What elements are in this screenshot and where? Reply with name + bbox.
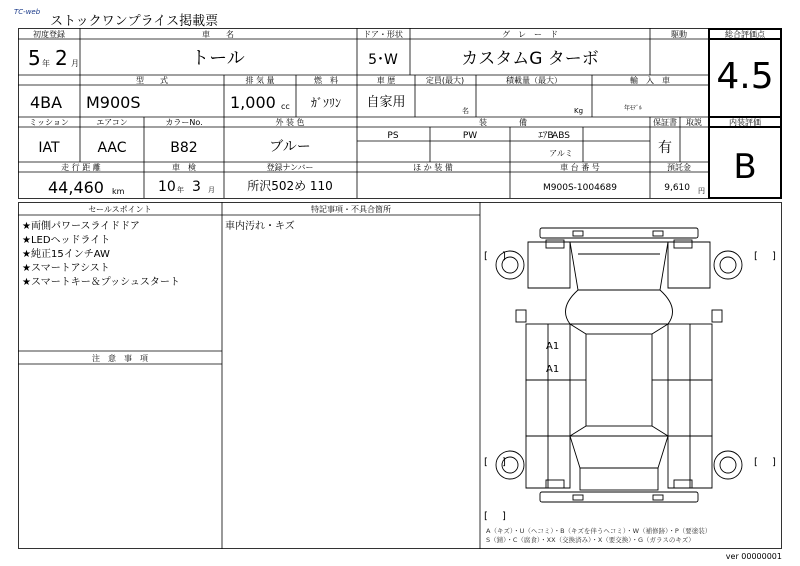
equip-ps: PS bbox=[387, 131, 399, 141]
bracket-close: ] bbox=[772, 251, 776, 262]
label-capacity: 定員(最大) bbox=[425, 76, 465, 85]
displacement: 1,000 bbox=[230, 93, 276, 112]
grade: カスタムG ターボ bbox=[461, 49, 599, 69]
label-drive: 駆動 bbox=[671, 30, 687, 39]
door-type: 5･W bbox=[368, 52, 398, 68]
interior-score: B bbox=[733, 147, 757, 187]
warranty: 有 bbox=[658, 140, 672, 156]
label-load: 積載量（最大） bbox=[506, 76, 562, 85]
label-grade: グ レ ー ド bbox=[502, 30, 558, 39]
label-import: 輸 入 車 bbox=[630, 76, 670, 85]
inspection-month: 3 bbox=[192, 179, 201, 195]
model-type-prefix: 4BA bbox=[30, 93, 63, 112]
version-label: ver 00000001 bbox=[725, 552, 782, 561]
sales-point-item: ★LEDヘッドライト bbox=[22, 235, 111, 246]
chassis-no: M900S-1004689 bbox=[543, 183, 617, 193]
history: 自家用 bbox=[366, 95, 406, 110]
overall-score: 4.5 bbox=[716, 56, 774, 97]
plate: 所沢502め 110 bbox=[247, 179, 333, 193]
unit-person: 名 bbox=[462, 107, 469, 115]
label-model-type: 型 式 bbox=[136, 76, 168, 85]
bracket-open: [ bbox=[754, 251, 758, 262]
label-other-equipment: ほ か 装 備 bbox=[413, 163, 453, 172]
unit-year: 年 bbox=[42, 59, 50, 68]
first-reg-month: 2 bbox=[55, 46, 68, 70]
label-manual: 取説 bbox=[686, 118, 702, 127]
label-interior-score: 内装評価 bbox=[729, 118, 761, 127]
bracket-open: [ bbox=[484, 511, 488, 522]
label-car-name: 車 名 bbox=[202, 30, 234, 39]
bracket-close: ] bbox=[502, 511, 506, 522]
equip-ab: ｴｱB bbox=[538, 131, 554, 141]
unit-model-year: 年ﾓﾃﾞﾙ bbox=[624, 105, 643, 112]
label-remarks: 特記事項・不具合箇所 bbox=[311, 205, 391, 214]
unit-month: 月 bbox=[71, 59, 79, 68]
damage-mark: A1 bbox=[546, 341, 560, 352]
recycle: 9,610 bbox=[664, 183, 690, 193]
inspection-sheet bbox=[18, 28, 782, 549]
sales-point-item: ★スマートキー＆プッシュスタート bbox=[22, 277, 180, 288]
legend-line: A（キズ）・U（ヘコミ）・B（キズを伴うヘコミ）・W（補修跡）・P（要塗装） bbox=[486, 527, 712, 535]
aircon: AAC bbox=[97, 140, 127, 156]
bracket-open: [ bbox=[484, 457, 488, 468]
label-overall-score: 総合評価点 bbox=[725, 30, 765, 39]
label-plate: 登録ナンバー bbox=[266, 163, 314, 172]
fuel: ｶﾞｿﾘﾝ bbox=[310, 96, 342, 110]
label-aircon: エアコン bbox=[96, 118, 128, 127]
unit-month-2: 月 bbox=[208, 186, 215, 194]
label-warranty: 保証書 bbox=[653, 118, 677, 127]
label-first-reg: 初度登録 bbox=[33, 30, 65, 39]
sales-point-item: ★純正15インチAW bbox=[22, 249, 110, 260]
label-mileage: 走 行 距 離 bbox=[61, 163, 101, 172]
unit-yen: 円 bbox=[698, 187, 705, 195]
label-recycle: 預託金 bbox=[667, 163, 691, 172]
unit-cc: cc bbox=[281, 102, 290, 111]
mission: IAT bbox=[38, 140, 60, 156]
car-damage-diagram bbox=[496, 228, 742, 502]
car-name: トール bbox=[191, 48, 245, 69]
label-mission: ミッション bbox=[29, 118, 69, 127]
bracket-close: ] bbox=[502, 457, 506, 468]
label-displacement: 排 気 量 bbox=[245, 76, 275, 85]
label-inspection: 車 検 bbox=[172, 163, 196, 172]
label-fuel: 燃 料 bbox=[314, 76, 338, 85]
page-title: ストックワンプライス掲載票 bbox=[50, 14, 219, 29]
label-history: 車 歴 bbox=[376, 76, 396, 85]
label-sales-point: セールスポイント bbox=[88, 205, 152, 214]
label-chassis-no: 車 台 番 号 bbox=[560, 163, 600, 172]
legend-line: S（錆）・C（腐食）・XX（交換済み）・X（要交換）・G（ガラスのキズ） bbox=[486, 536, 695, 544]
model-type: M900S bbox=[86, 93, 141, 112]
bracket-open: [ bbox=[754, 457, 758, 468]
logo: TC-web bbox=[14, 8, 41, 16]
equip-pw: PW bbox=[462, 131, 478, 141]
sales-point-item: ★スマートアシスト bbox=[22, 263, 110, 274]
bracket-close: ] bbox=[502, 251, 506, 262]
bracket-close: ] bbox=[772, 457, 776, 468]
unit-km: km bbox=[112, 187, 125, 196]
label-equipment: 装 備 bbox=[479, 118, 527, 127]
label-notes: 注 意 事 項 bbox=[92, 354, 148, 363]
sales-point-item: ★両側パワースライドドア bbox=[22, 221, 140, 232]
unit-year-2: 年 bbox=[177, 186, 184, 194]
unit-kg: Kg bbox=[574, 107, 584, 115]
equip-abs: ABS bbox=[552, 131, 570, 141]
color-no: B82 bbox=[170, 140, 198, 156]
inspection-year: 10 bbox=[158, 179, 176, 195]
bracket-open: [ bbox=[484, 251, 488, 262]
label-door-type: ドア・形状 bbox=[363, 30, 403, 39]
first-reg-year: 5 bbox=[28, 46, 41, 70]
remarks-text: 車内汚れ・キズ bbox=[225, 221, 295, 232]
damage-legend bbox=[486, 527, 711, 545]
equip-alumi: アルミ bbox=[549, 149, 573, 158]
mileage: 44,460 bbox=[48, 178, 104, 197]
damage-mark: A1 bbox=[546, 364, 560, 375]
exterior-color: ブルー bbox=[269, 139, 311, 155]
label-color-no: カラーNo. bbox=[165, 118, 203, 127]
label-exterior-color: 外 装 色 bbox=[275, 118, 305, 127]
